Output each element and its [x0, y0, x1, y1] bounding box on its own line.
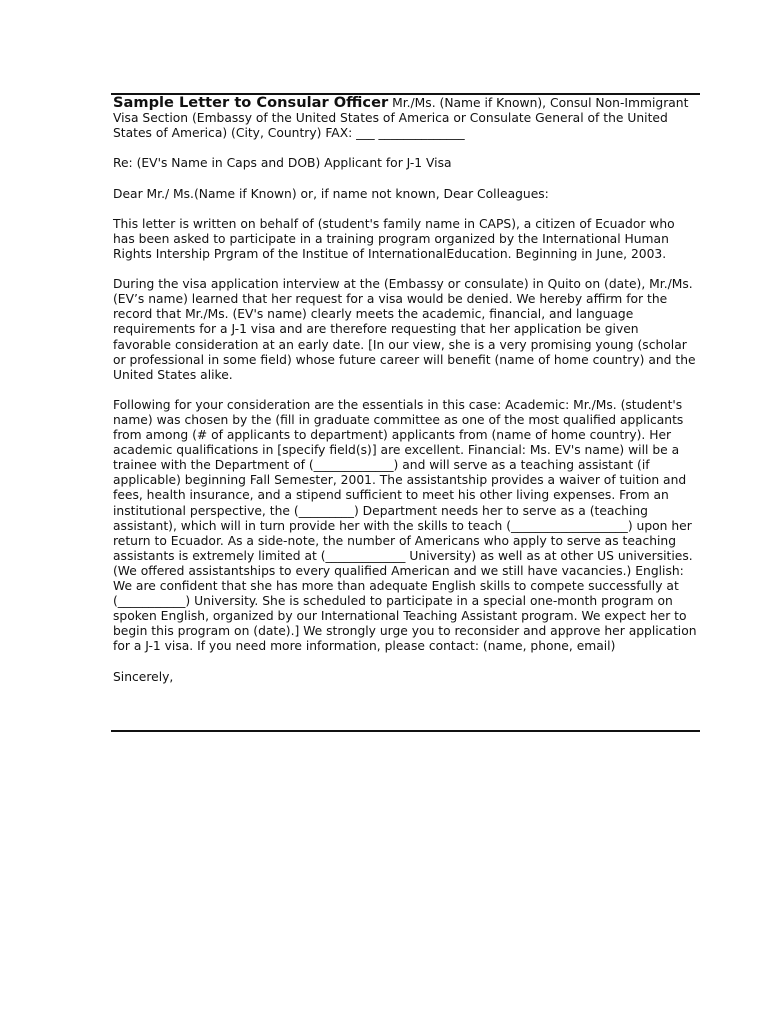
salutation: Dear Mr./ Ms.(Name if Known) or, if name not known, Dear Colleagues:: [113, 186, 549, 201]
closing: Sincerely,: [113, 669, 174, 684]
paragraph-essentials: Following for your consideration are the essentials in this case: Academic: Mr./Ms. (student's name) was chosen by the (fill in graduate committee as one of the most qualified applicants from among (# of applicants to department) applicants from (name of home country). Her academic qualifications in [specify field(s)] are excellent. Financial: Ms. EV's name) will be a trainee with the Department of (_____________) and will serve as a teaching assistant (if applicable) beginning Fall Semester, 2001. The assistantship provides a waiver of tuition and fees, health insurance, and a stipend sufficient to meet his other living expenses. From an institutional perspective, the (_________) Department needs her to serve as a (teaching assistant), which will in turn provide her with the skills to teach (___________________) upon her return to Ecuador. As a side-note, the number of Americans who apply to serve as teaching assistants is extremely limited at (_____________ University) as well as at other US universities. (We offered assistantships to every qualified American and we still have vacancies.) English: We are confident that she has more than adequate English skills to compete successfully at (___________) University. She is scheduled to participate in a special one-month program on spoken English, organized by our International Teaching Assistant program. We expect her to begin this program on (date).] We strongly urge you to reconsider and approve her application for a J-1 visa. If you need more information, please contact: (name, phone, email): [113, 397, 697, 654]
letter-body: [113, 95, 698, 700]
bottom-rule: [111, 730, 700, 732]
re-line: Re: (EV's Name in Caps and DOB) Applicant for J-1 Visa: [113, 156, 452, 171]
paragraph-intro: This letter is written on behalf of (student's family name in CAPS), a citizen of Ecuador who has been asked to participate in a training program organized by the International Human Rights Intership Prgram of the Institue of InternationalEducation. Beginning in June, 2003.: [113, 216, 675, 261]
paragraph-interview: During the visa application interview at the (Embassy or consulate) in Quito on (date), Mr./Ms.(EV’s name) learned that her request for a visa would be denied. We hereby affirm for the record that Mr./Ms. (EV's name) clearly meets the academic, financial, and language requirements for a J-1 visa and are therefore requesting that her application be given favorable consideration at an early date. [In our view, she is a very promising young (scholar or professional in some field) whose future career will benefit (name of home country) and the United States alike.: [113, 277, 696, 382]
recipient-address: Mr./Ms. (Name if Known), Consul Non-Immigrant Visa Section (Embassy of the United States of America or Consulate General of the United States of America) (City, Country) FAX: ___ ______________: [113, 96, 689, 141]
letter-heading: [113, 95, 698, 141]
letter-title: Sample Letter to Consular Officer: [113, 94, 389, 111]
